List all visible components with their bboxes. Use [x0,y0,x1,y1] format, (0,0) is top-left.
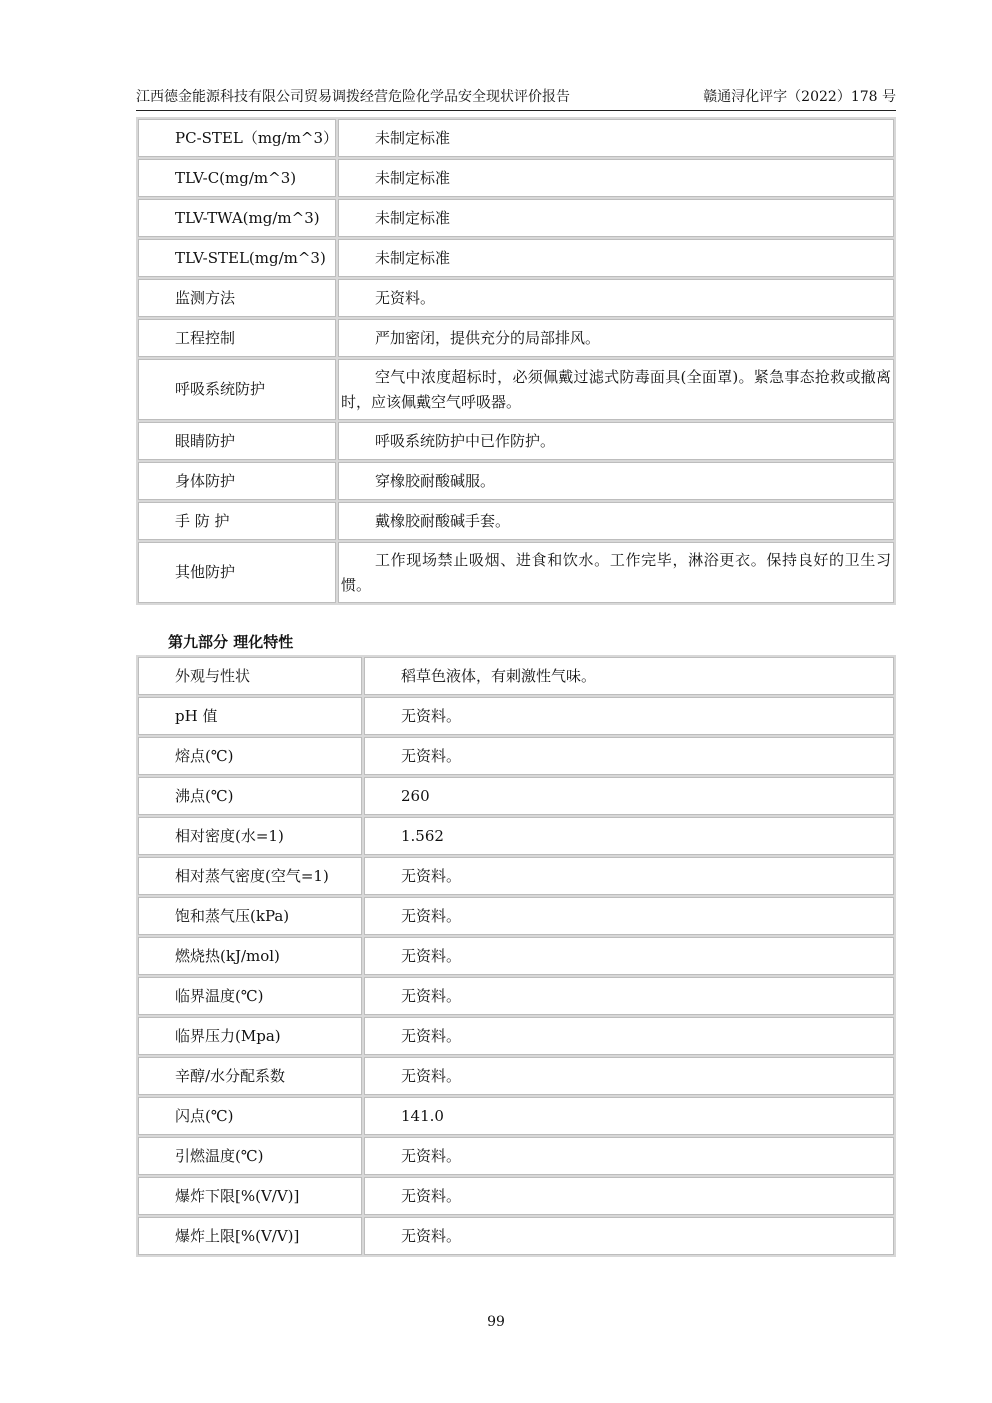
row-value-vapor-density: 无资料。 [364,857,894,895]
row-label-relative-density: 相对密度(水=1) [138,817,362,855]
row-label-pc-stel: PC-STEL（mg/m^3） [138,119,336,157]
table-row [138,1217,894,1255]
row-label-vapor-pressure: 饱和蒸气压(kPa) [138,897,362,935]
table-row [138,1017,894,1055]
row-value-tlv-c: 未制定标准 [338,159,894,197]
table-row [138,977,894,1015]
row-value-tlv-stel: 未制定标准 [338,239,894,277]
row-value-hand-protection: 戴橡胶耐酸碱手套。 [338,502,894,540]
table-row [138,1177,894,1215]
table-row [138,319,894,357]
table-row [138,1137,894,1175]
section9-heading: 第九部分 理化特性 [168,633,294,651]
row-label-ignition-temperature: 引燃温度(℃) [138,1137,362,1175]
table-row [138,897,894,935]
table-row [138,697,894,735]
row-value-vapor-pressure: 无资料。 [364,897,894,935]
row-label-other-protection: 其他防护 [138,542,336,603]
row-label-respiratory-protection: 呼吸系统防护 [138,359,336,420]
section8-protection-table [136,117,896,605]
table-row [138,857,894,895]
row-value-engineering-control: 严加密闭，提供充分的局部排风。 [338,319,894,357]
section9-properties-table [136,655,896,1257]
row-value-critical-pressure: 无资料。 [364,1017,894,1055]
table-row [138,199,894,237]
row-value-appearance: 稻草色液体，有刺激性气味。 [364,657,894,695]
row-value-relative-density: 1.562 [364,817,894,855]
row-value-heat-of-combustion: 无资料。 [364,937,894,975]
table-row [138,159,894,197]
row-value-eye-protection: 呼吸系统防护中已作防护。 [338,422,894,460]
row-label-heat-of-combustion: 燃烧热(kJ/mol) [138,937,362,975]
row-label-tlv-twa: TLV-TWA(mg/m^3) [138,199,336,237]
table-row [138,1057,894,1095]
table-row [138,359,894,420]
table-row [138,657,894,695]
row-label-monitoring-method: 监测方法 [138,279,336,317]
report-number: 赣通浔化评字（2022）178 号 [703,89,896,105]
row-label-tlv-stel: TLV-STEL(mg/m^3) [138,239,336,277]
row-value-monitoring-method: 无资料。 [338,279,894,317]
row-value-respiratory-protection: 空气中浓度超标时，必须佩戴过滤式防毒面具(全面罩)。紧急事态抢救或撤离时，应该佩戴空气呼吸器。 [338,359,894,420]
row-label-critical-pressure: 临界压力(Mpa) [138,1017,362,1055]
row-value-ignition-temperature: 无资料。 [364,1137,894,1175]
table-row [138,239,894,277]
row-value-body-protection: 穿橡胶耐酸碱服。 [338,462,894,500]
row-label-eye-protection: 眼睛防护 [138,422,336,460]
table-row [138,1097,894,1135]
row-value-melting-point: 无资料。 [364,737,894,775]
row-label-flash-point: 闪点(℃) [138,1097,362,1135]
row-label-engineering-control: 工程控制 [138,319,336,357]
page-number: 99 [487,1314,505,1330]
row-label-partition-coefficient: 辛醇/水分配系数 [138,1057,362,1095]
row-label-lower-explosive-limit: 爆炸下限[%(V/V)] [138,1177,362,1215]
table-row [138,817,894,855]
row-value-partition-coefficient: 无资料。 [364,1057,894,1095]
row-label-tlv-c: TLV-C(mg/m^3) [138,159,336,197]
row-label-vapor-density: 相对蒸气密度(空气=1) [138,857,362,895]
row-label-hand-protection: 手 防 护 [138,502,336,540]
table-row [138,937,894,975]
row-label-boiling-point: 沸点(℃) [138,777,362,815]
row-value-lower-explosive-limit: 无资料。 [364,1177,894,1215]
table-row [138,462,894,500]
table-row [138,777,894,815]
table-row [138,279,894,317]
row-value-tlv-twa: 未制定标准 [338,199,894,237]
table-row [138,737,894,775]
report-title: 江西德金能源科技有限公司贸易调拨经营危险化学品安全现状评价报告 [136,89,570,105]
row-value-boiling-point: 260 [364,777,894,815]
row-label-upper-explosive-limit: 爆炸上限[%(V/V)] [138,1217,362,1255]
row-label-body-protection: 身体防护 [138,462,336,500]
row-label-appearance: 外观与性状 [138,657,362,695]
row-label-ph: pH 值 [138,697,362,735]
table-row [138,119,894,157]
row-value-critical-temperature: 无资料。 [364,977,894,1015]
row-value-other-protection: 工作现场禁止吸烟、进食和饮水。工作完毕，淋浴更衣。保持良好的卫生习惯。 [338,542,894,603]
row-value-upper-explosive-limit: 无资料。 [364,1217,894,1255]
table-row [138,502,894,540]
table-row [138,542,894,603]
page-header [136,88,896,111]
row-value-pc-stel: 未制定标准 [338,119,894,157]
table-row [138,422,894,460]
row-value-flash-point: 141.0 [364,1097,894,1135]
row-label-melting-point: 熔点(℃) [138,737,362,775]
row-label-critical-temperature: 临界温度(℃) [138,977,362,1015]
row-value-ph: 无资料。 [364,697,894,735]
